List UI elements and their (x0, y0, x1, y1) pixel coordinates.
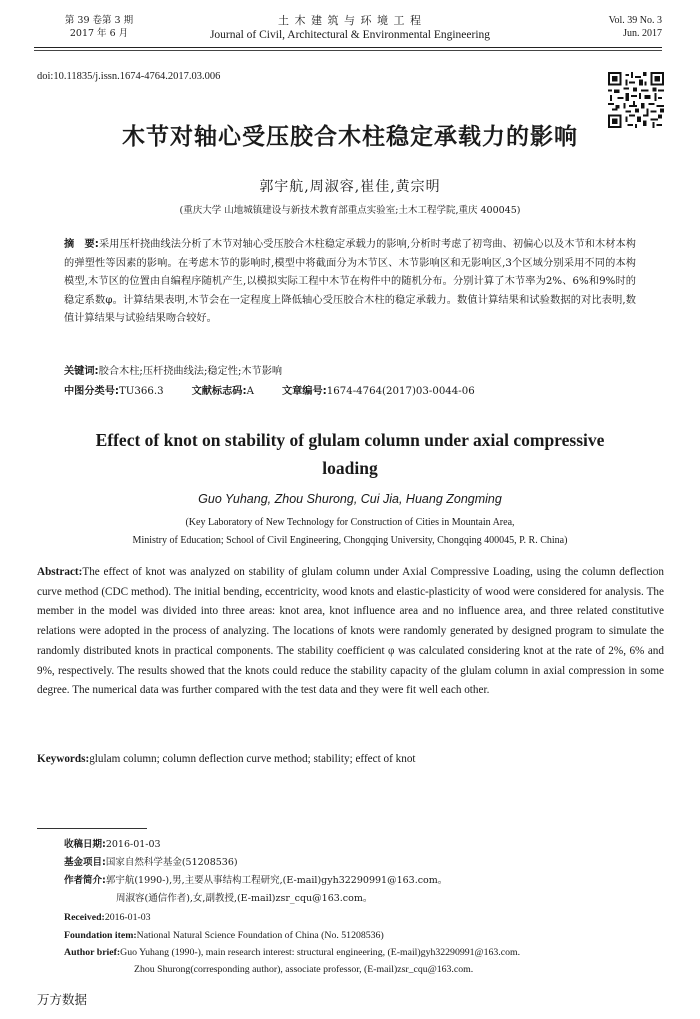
authors-cn: 郭宇航,周淑容,崔佳,黄宗明 (259, 179, 441, 195)
author-en-label: Author brief: (64, 947, 121, 958)
keywords-cn-label: 关键词: (64, 366, 99, 377)
footnote-rule (37, 828, 147, 829)
doc-code-value: A (246, 386, 254, 397)
header-rule-thick (34, 47, 662, 48)
keywords-en-text: glulam column; column deflection curve method; stability; effect of knot (89, 753, 416, 765)
doi[interactable]: doi:10.11835/j.issn.1674-4764.2017.03.006 (37, 71, 221, 82)
header-journal (160, 14, 540, 42)
author-cn-label: 作者简介: (64, 875, 106, 886)
abstract-en-text: The effect of knot was analyzed on stability of glulam column under Axial Compressive Loading, using the column deflection curve method (CDC method). The initial bending, eccentricity, wood knots and elastic-plasticity of wood were considered for analysis. The member in the model was divided into three areas: knot area, knot influence area and no influence area, and three related constitutive relations were adopted in the process of analyzing. The locations of knots were randomly generated by designed program to simulate the randomly distributed knots in practical components. The stability coefficient φ was calculated considering knot at the rate of 2%, 6% and 9%, respectively. The results showed that the knots could reduce the stability capacity of the glulam column in axial compression in some degree. The numerical data was further compared with the test data and they were fit well each other. (37, 566, 664, 697)
footnote-received-cn (64, 838, 664, 852)
keywords-en (37, 750, 664, 769)
header-rule-thin (34, 50, 662, 51)
classification-line (64, 383, 644, 401)
header-volume-issue-en: Vol. 39 No. 3 (608, 15, 662, 26)
author-en-line-1: Guo Yuhang (1990-), main research interest: structural engineering, (E-mail)gyh32290991@163.com. (120, 947, 521, 958)
header-volume-en (532, 14, 662, 40)
footnote-author-cn (64, 874, 664, 906)
header-date-cn: 2017 年 6 月 (69, 28, 129, 39)
received-en-label: Received: (64, 912, 105, 923)
paper-title-en: Effect of knot on stability of glulam column under axial compressive loading (95, 430, 605, 478)
received-cn-label: 收稿日期: (64, 839, 106, 850)
affiliation-cn: (重庆大学 山地城镇建设与新技术教育部重点实验室;土木工程学院,重庆 400045) (179, 205, 521, 216)
author-cn-line-2: 周淑容(通信作者),女,副教授,(E-mail)zsr_cqu@163.com。 (116, 893, 373, 904)
keywords-en-label: Keywords: (37, 753, 90, 765)
header-volume-issue-cn: 第 39 卷第 3 期 (64, 15, 134, 26)
abstract-en (37, 563, 664, 701)
header-volume-cn (34, 14, 164, 40)
abstract-cn (64, 236, 636, 329)
clc-label: 中图分类号: (64, 386, 120, 397)
keywords-cn (64, 363, 636, 381)
affiliation-en-line-2: Ministry of Education; School of Civil Engineering, Chongqing University, Chongqing 400045, P. R. China) (132, 535, 568, 546)
fund-cn-label: 基金项目: (64, 857, 106, 868)
affiliation-en-line-1: (Key Laboratory of New Technology for Construction of Cities in Mountain Area, (185, 517, 515, 528)
article-number-label: 文章编号: (281, 386, 327, 397)
fund-en-value: National Natural Science Foundation of China (No. 51208536) (136, 930, 384, 941)
abstract-cn-text: 采用压杆挠曲线法分析了木节对轴心受压胶合木柱稳定承载力的影响,分析时考虑了初弯曲、初偏心以及木节和木材本构的弹塑性等因素的影响。在考虑木节的影响时,模型中将截面分为木节区、木节影响区和无影响区,3个区域分别采用不同的本构模型,木节区的位置由自编程序随机产生,以模拟实际工程中木节在构件中的随机分布。分别计算了木节率为2%、6%和9%时的稳定系数φ。计算结果表明,木节会在一定程度上降低轴心受压胶合木柱的稳定承载力。数值计算结果和试验数据的对比表明,数值计算结果与试验结果吻合较好。 (64, 239, 636, 325)
abstract-cn-label: 摘 要: (64, 239, 99, 250)
abstract-en-label: Abstract: (37, 566, 83, 578)
keywords-cn-text: 胶合木柱;压杆挠曲线法;稳定性;木节影响 (98, 366, 283, 377)
footnote-author-en (64, 946, 664, 977)
wanfang-data-logo[interactable]: 万方数据 (37, 992, 88, 1007)
article-number-value: 1674-4764(2017)03-0044-06 (326, 386, 475, 397)
received-cn-value: 2016-01-03 (105, 839, 161, 850)
fund-cn-value: 国家自然科学基金(51208536) (105, 857, 238, 868)
doc-code-label: 文献标志码: (191, 386, 247, 397)
paper-title-cn: 木节对轴心受压胶合木柱稳定承载力的影响 (122, 124, 578, 150)
journal-name-en: Journal of Civil, Architectural & Environmental Engineering (209, 29, 491, 41)
footnote-fund-cn (64, 856, 664, 870)
received-en-value: 2016-01-03 (104, 912, 151, 923)
affiliation-en (40, 514, 660, 550)
clc-value: TU366.3 (119, 386, 164, 397)
authors-en: Guo Yuhang, Zhou Shurong, Cui Jia, Huang Zongming (198, 492, 502, 506)
author-en-line-2: Zhou Shurong(corresponding author), associate professor, (E-mail)zsr_cqu@163.com. (134, 964, 474, 975)
journal-name-cn: 土 木 建 筑 与 环 境 工 程 (278, 14, 422, 27)
footnote-received-en (64, 911, 664, 925)
footnote-fund-en (64, 929, 664, 943)
fund-en-label: Foundation item: (64, 930, 137, 941)
author-cn-line-1: 郭宇航(1990-),男,主要从事结构工程研究,(E-mail)gyh32290991@163.com。 (105, 875, 448, 886)
header-date-en: Jun. 2017 (623, 28, 662, 39)
